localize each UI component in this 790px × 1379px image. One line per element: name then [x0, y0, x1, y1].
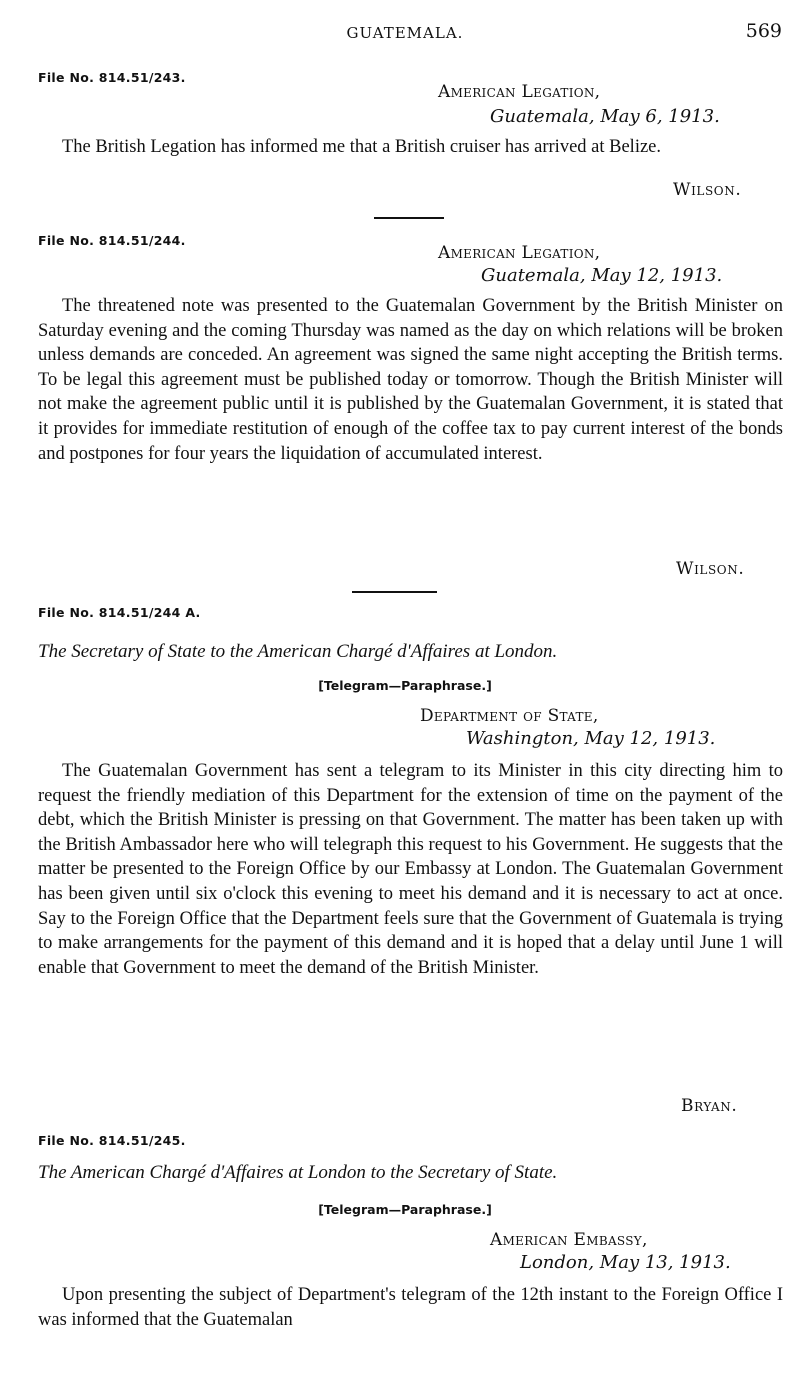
section-divider: [352, 591, 437, 593]
running-head: [0, 20, 790, 50]
sender-heading-text: American Embassy,: [490, 1230, 648, 1250]
file-number: File No. 814.51/243.: [38, 70, 186, 85]
telegram-note: [Telegram—Paraphrase.]: [318, 1202, 492, 1217]
file-number: File No. 814.51/244 A.: [38, 605, 201, 620]
page-number: 569: [745, 20, 782, 42]
sender-heading-text: Department of State,: [420, 706, 599, 726]
file-number: File No. 814.51/244.: [38, 233, 186, 248]
message-body: Upon presenting the subject of Department's telegram of the 12th instant to the Foreign Office I was informed that the Guatemalan: [38, 1285, 783, 1330]
sender-heading-text: American Legation,: [438, 82, 601, 102]
message-body: The Guatemalan Government has sent a telegram to its Minister in this city directing him to request the friendly mediation of this Department for the extension of time on the payment of the debt, which the British Minister is pressing on that Government. The matter has been taken up with the British Ambassador here who will telegraph this request to his Government. He suggests that the matter be presented to the Foreign Office by our Embassy at London. The Guatemalan Government has been given until six o'clock this evening to meet his demand and it is necessary to act at once. Say to the Foreign Office that the Department feels sure that the Government of Guatemala is trying to make arrangements for the payment of this demand and it is hoped that a delay until June 1 will enable that Government to meet the demand of the British Minister.: [38, 761, 783, 978]
message-body: The threatened note was presented to the Guatemalan Government by the British Minister on Saturday evening and the coming Thursday was named as the day on which relations will be broken unless demands are conceded. An agreement was signed the same night accepting the British terms. To be legal this agreement must be published today or tomorrow. Though the British Minister will not make the agreement public until it is published by the Guatemalan Government, it is stated that it provides for immediate restitution of enough of the coffee tax to pay current interest of the bonds and postpones for four years the liquidation of accumulated interest.: [38, 296, 783, 464]
message-body: The British Legation has informed me that a British cruiser has arrived at Belize.: [62, 137, 662, 157]
dateline: Guatemala, May 6, 1913.: [490, 106, 720, 127]
signature: Bryan.: [681, 1096, 738, 1116]
dateline: Guatemala, May 12, 1913.: [481, 265, 723, 286]
sender-heading: [438, 243, 600, 263]
section-divider: [374, 217, 444, 219]
sender-heading: [490, 1230, 648, 1250]
file-number: File No. 814.51/245.: [38, 1133, 186, 1148]
dateline: Washington, May 12, 1913.: [466, 728, 716, 749]
dateline: London, May 13, 1913.: [520, 1252, 731, 1273]
sender-heading: [420, 706, 599, 726]
document-title: The Secretary of State to the American Chargé d'Affaires at London.: [38, 641, 558, 662]
sender-heading: [438, 82, 600, 102]
telegram-note: [Telegram—Paraphrase.]: [318, 678, 492, 693]
sender-heading-text: American Legation,: [438, 243, 601, 263]
signature: Wilson.: [676, 559, 745, 579]
running-title: GUATEMALA.: [346, 24, 464, 42]
document-title: The American Chargé d'Affaires at London to the Secretary of State.: [38, 1162, 558, 1183]
signature: Wilson.: [673, 180, 742, 200]
